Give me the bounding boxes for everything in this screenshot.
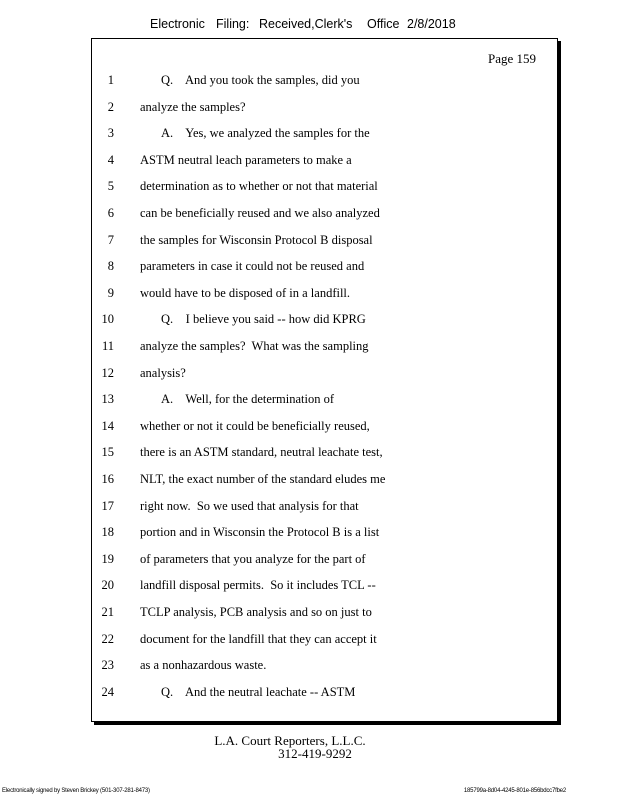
line-number: 3	[107, 126, 114, 141]
line-number: 16	[101, 472, 114, 486]
line-number: 18	[101, 525, 114, 540]
line-number: 2	[107, 99, 114, 114]
line-text: the samples for Wisconsin Protocol B disposal	[140, 232, 373, 247]
header-received: Received,Clerk's	[259, 17, 353, 31]
line-number: 17	[101, 498, 114, 513]
transcript-line	[92, 259, 552, 277]
transcript-line	[92, 685, 552, 703]
line-text: can be beneficially reused and we also analyzed	[140, 206, 380, 220]
transcript-line	[92, 578, 552, 596]
line-number: 12	[101, 365, 114, 380]
line-text: Q. And you took the samples, did you	[161, 73, 360, 87]
filing-header	[0, 17, 618, 37]
footer-company: L.A. Court Reporters, L.L.C.	[214, 733, 366, 748]
line-number: 7	[107, 232, 114, 247]
signature-id: 185799a-8d04-4245-801e-856bdcc7fbe2	[463, 788, 566, 794]
transcript-line	[92, 366, 552, 384]
transcript-line	[92, 100, 552, 118]
transcript-line	[92, 552, 552, 570]
line-number: 9	[107, 285, 114, 300]
line-number: 23	[101, 658, 114, 673]
transcript-line	[92, 286, 552, 304]
line-text: document for the landfill that they can accept it	[140, 631, 377, 646]
transcript-line	[92, 339, 552, 357]
page-number: Page 159	[487, 51, 536, 66]
transcript-line	[92, 658, 552, 676]
line-text: parameters in case it could not be reused and	[140, 259, 365, 274]
transcript-line	[92, 312, 552, 330]
transcript-page	[91, 38, 558, 722]
line-number: 8	[107, 259, 114, 274]
line-text: TCLP analysis, PCB analysis and so on just to	[140, 605, 372, 619]
transcript-line	[92, 126, 552, 144]
line-text: determination as to whether or not that material	[140, 179, 378, 194]
transcript-line	[92, 605, 552, 623]
line-text: would have to be disposed of in a landfill.	[140, 285, 351, 300]
header-date: 2/8/2018	[407, 17, 456, 31]
line-text: A. Yes, we analyzed the samples for the	[161, 126, 370, 141]
line-text: portion and in Wisconsin the Protocol B is a list	[140, 525, 380, 540]
line-text: landfill disposal permits. So it includes TCL --	[140, 578, 376, 593]
line-text: analysis?	[140, 365, 186, 380]
line-number: 14	[101, 418, 114, 433]
line-number: 5	[107, 179, 114, 194]
line-text: analyze the samples? What was the sampling	[140, 339, 369, 353]
transcript-line	[92, 73, 552, 91]
transcript-line	[92, 206, 552, 224]
transcript-line	[92, 392, 552, 410]
line-number: 6	[107, 206, 114, 220]
transcript-line	[92, 632, 552, 650]
header-filing: Filing:	[216, 17, 250, 31]
transcript-line	[92, 499, 552, 517]
line-text: Q. And the neutral leachate -- ASTM	[161, 684, 356, 699]
line-text: Q. I believe you said -- how did KPRG	[161, 312, 366, 327]
line-number: 13	[101, 392, 114, 407]
line-number: 11	[101, 339, 114, 353]
transcript-line	[92, 472, 552, 490]
line-text: whether or not it could be beneficially reused,	[140, 418, 370, 433]
transcript-line	[92, 419, 552, 437]
line-number: 15	[101, 445, 114, 460]
transcript-line	[92, 525, 552, 543]
line-number: 4	[107, 152, 114, 167]
line-number: 10	[101, 312, 114, 327]
line-text: right now. So we used that analysis for that	[140, 498, 359, 513]
line-text: analyze the samples?	[140, 99, 246, 114]
line-text: NLT, the exact number of the standard eludes me	[140, 472, 386, 486]
transcript-line	[92, 179, 552, 197]
line-text: ASTM neutral leach parameters to make a	[140, 152, 352, 167]
header-electronic: Electronic	[150, 17, 205, 31]
line-number: 1	[107, 73, 114, 87]
header-office: Office	[367, 17, 400, 31]
transcript-line	[92, 445, 552, 463]
signature-left: Electronically signed by Steven Brickey (501-307-281-8473)	[2, 788, 150, 794]
transcript-line	[92, 153, 552, 171]
line-number: 21	[101, 605, 114, 619]
line-text: there is an ASTM standard, neutral leachate test,	[140, 445, 383, 460]
line-number: 24	[101, 684, 114, 699]
line-number: 22	[101, 631, 114, 646]
line-number: 19	[101, 551, 114, 566]
transcript-line	[92, 233, 552, 251]
line-text: A. Well, for the determination of	[161, 392, 335, 407]
line-number: 20	[101, 578, 114, 593]
line-text: of parameters that you analyze for the part of	[140, 551, 366, 566]
line-text: as a nonhazardous waste.	[140, 658, 267, 673]
footer-phone: 312-419-9292	[278, 746, 352, 761]
